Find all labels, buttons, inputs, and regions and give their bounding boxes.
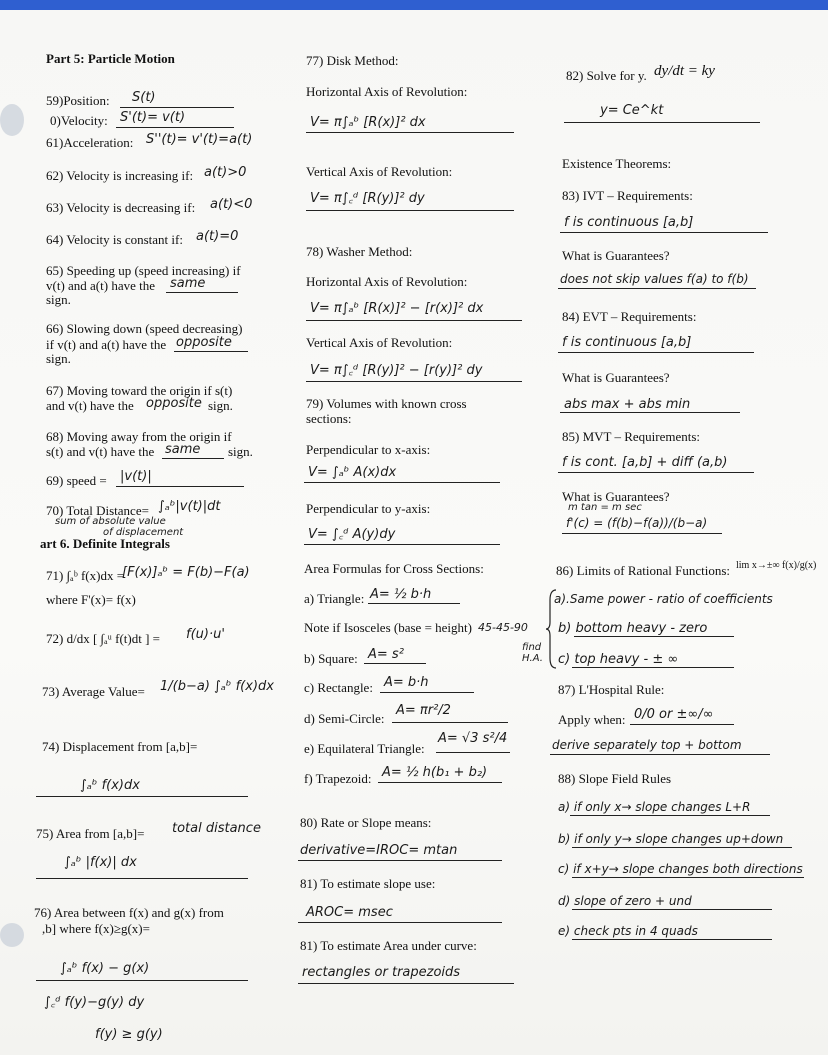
trapezoid-blank [378,782,502,783]
q80-answer: derivative=IROC= mtan [300,843,458,858]
q68-line2: s(t) and v(t) have the [46,444,155,459]
q69-answer: |v(t)| [120,469,152,484]
q85-guar-blank [562,533,722,534]
q81a-answer: AROC= msec [306,905,393,920]
q84-answer: f is continuous [a,b] [562,335,692,350]
q78-h-blank [306,320,522,321]
q61-label: 61)Acceleration: [46,135,134,150]
q59-blank [120,107,234,108]
rectangle-blank [380,692,474,693]
q67-line3: sign. [208,398,233,413]
q88-e: e) check pts in 4 quads [558,924,698,938]
q60-label: 0)Velocity: [50,113,108,128]
perp-y-answer: V= ∫꜀ᵈ A(y)dy [308,527,396,542]
equilateral-answer: A= √3 s²/4 [438,731,508,746]
equilateral-blank [436,752,510,753]
q70-label: 70) Total Distance= [46,503,149,518]
q80-blank [298,860,502,861]
q85-guarantee-answer: f'(c) = (f(b)−f(a))/(b−a) [566,516,708,530]
q75-label: 75) Area from [a,b]= [36,826,145,841]
q83-guar-blank [558,288,756,289]
q62-label: 62) Velocity is increasing if: [46,168,194,183]
q83-answer: f is continuous [a,b] [564,215,694,230]
q77-horizontal-answer: V= π∫ₐᵇ [R(x)]² dx [310,115,426,130]
semicircle-label: d) Semi-Circle: [304,711,385,726]
part5-title: Part 5: Particle Motion [46,51,175,66]
q82-answer: y= Ce^kt [600,103,664,118]
q72-answer: f(u)·u' [186,627,225,642]
top-accent-bar [0,0,828,10]
q79-line1: 79) Volumes with known cross [306,396,467,411]
q78-v-blank [306,381,522,382]
q72-label: 72) d/dx [ ∫ₐᵘ f(t)dt ] = [46,631,161,646]
q75-answer: ∫ₐᵇ |f(x)| dx [64,855,137,870]
q74-blank [36,796,248,797]
isosceles-label: Note if Isosceles (base = height) [304,620,472,635]
q66-blank [174,351,248,352]
perp-x-label: Perpendicular to x-axis: [306,442,431,457]
find-note1: find [522,642,542,653]
q66-line3: sign. [46,351,71,366]
semicircle-blank [392,722,508,723]
q78-horizontal-label: Horizontal Axis of Revolution: [306,274,468,289]
q67-line2: and v(t) have the [46,398,134,413]
q83-guarantee-answer: does not skip values f(a) to f(b) [560,272,749,286]
q63-label: 63) Velocity is decreasing if: [46,200,196,215]
q59-label: 59)Position: [46,93,110,108]
part6-title: art 6. Definite Integrals [40,536,170,551]
q80-label: 80) Rate or Slope means: [300,815,432,830]
q73-label: 73) Average Value= [42,684,145,699]
q81b-label: 81) To estimate Area under curve: [300,938,477,953]
q76-answer1: ∫ₐᵇ f(x) − g(x) [60,961,150,976]
q81b-answer: rectangles or trapezoids [302,965,461,980]
q68-blank [162,458,224,459]
brace-icon [546,588,558,670]
q66-line2: if v(t) and a(t) have the [46,337,167,352]
q85-answer: f is cont. [a,b] + diff (a,b) [562,455,728,470]
q70-answer: ∫ₐᵇ|v(t)|dt [158,499,221,514]
q60-answer: S'(t)= v(t) [120,110,186,125]
q71-answer: [F(x)]ₐᵇ = F(b)−F(a) [122,565,250,580]
q82-blank [564,122,760,123]
q86-c: c) top heavy - ± ∞ [558,652,679,667]
q77-vertical-answer: V= π∫꜀ᵈ [R(y)]² dy [310,191,425,206]
q81a-blank [298,922,502,923]
find-note2: H.A. [522,653,543,664]
q77-h-blank [306,132,514,133]
q88-c: c) if x+y→ slope changes both directions [558,862,803,876]
q79-line2: sections: [306,411,352,426]
q88-b-blank [572,847,792,848]
q81b-blank [298,983,514,984]
q73-answer: 1/(b−a) ∫ₐᵇ f(x)dx [160,679,274,694]
q66-answer: opposite [176,335,232,350]
q77-horizontal-label: Horizontal Axis of Revolution: [306,84,468,99]
q60-blank [116,127,234,128]
q70-note2: of displacement [103,527,184,538]
triangle-blank [368,603,460,604]
q62-answer: a(t)>0 [204,165,247,180]
q77-vertical-label: Vertical Axis of Revolution: [306,164,453,179]
q88-label: 88) Slope Field Rules [558,771,672,786]
q76-line2: ,b] where f(x)≥g(x)= [42,921,150,936]
rectangle-answer: A= b·h [384,675,429,690]
q87-apply-blank [630,724,734,725]
q85-label: 85) MVT – Requirements: [562,429,701,444]
q76-line1: 76) Area between f(x) and g(x) from [34,905,224,920]
q74-label: 74) Displacement from [a,b]= [42,739,198,754]
q77-v-blank [306,210,514,211]
perp-y-blank [304,544,500,545]
q68-line3: sign. [228,444,253,459]
q82-equation: dy/dt = ky [654,63,715,79]
q85-guarantee-label: What is Guarantees? [562,489,670,504]
q64-label: 64) Velocity is constant if: [46,232,183,247]
q78-horizontal-answer: V= π∫ₐᵇ [R(x)]² − [r(x)]² dx [310,301,484,316]
q61-answer: S''(t)= v'(t)=a(t) [146,132,253,147]
q71-where: where F'(x)= f(x) [46,592,136,607]
q71-label: 71) ∫ₐᵇ f(x)dx = [46,568,125,583]
perp-x-answer: V= ∫ₐᵇ A(x)dx [308,465,397,480]
q81a-label: 81) To estimate slope use: [300,876,436,891]
q84-guarantee-label: What is Guarantees? [562,370,670,385]
q65-answer: same [170,276,206,291]
q88-e-blank [572,939,772,940]
q86-limit: lim x→±∞ f(x)/g(x) [736,560,817,571]
q87-answer: derive separately top + bottom [552,738,742,752]
q86-c-blank [572,667,734,668]
q65-line3: sign. [46,292,71,307]
q63-answer: a(t)<0 [210,197,253,212]
q69-label: 69) speed = [46,473,107,488]
isosceles-answer: 45-45-90 [478,621,528,634]
q84-guar-blank [560,412,740,413]
q65-blank [166,292,238,293]
q85-guarantee-note: m tan = m sec [568,502,642,513]
trapezoid-label: f) Trapezoid: [304,771,372,786]
square-blank [364,663,426,664]
q66-line1: 66) Slowing down (speed decreasing) [46,321,243,336]
q83-blank [560,232,768,233]
q74-answer: ∫ₐᵇ f(x)dx [80,778,140,793]
equilateral-label: e) Equilateral Triangle: [304,741,425,756]
q86-a: a).Same power - ratio of coefficients [554,592,773,606]
q76-blank [36,980,248,981]
square-answer: A= s² [368,647,404,662]
q67-line1: 67) Moving toward the origin if s(t) [46,383,233,398]
q68-answer: same [165,442,201,457]
q87-label: 87) L'Hospital Rule: [558,682,665,697]
trapezoid-answer: A= ½ h(b₁ + b₂) [382,765,488,780]
q84-blank [558,352,754,353]
q77-title: 77) Disk Method: [306,53,399,68]
q85-blank [558,472,754,473]
binder-ring-icon [0,100,30,140]
q78-vertical-label: Vertical Axis of Revolution: [306,335,453,350]
existence-theorems-label: Existence Theorems: [562,156,672,171]
q83-label: 83) IVT – Requirements: [562,188,693,203]
q86-b-blank [574,636,734,637]
q65-line2: v(t) and a(t) have the [46,278,156,293]
binder-ring-icon [0,920,30,950]
q88-d: d) slope of zero + und [558,894,692,908]
perp-y-label: Perpendicular to y-axis: [306,501,431,516]
q82-label: 82) Solve for y. [566,68,647,83]
rectangle-label: c) Rectangle: [304,680,373,695]
q86-label: 86) Limits of Rational Functions: [556,563,731,578]
q84-label: 84) EVT – Requirements: [562,309,697,324]
q88-a: a) if only x→ slope changes L+R [558,800,751,814]
square-label: b) Square: [304,651,358,666]
q75-inline: total distance [172,821,261,836]
q88-a-blank [570,815,770,816]
q64-answer: a(t)=0 [196,229,239,244]
q87-blank [550,754,770,755]
q87-apply-answer: 0/0 or ±∞/∞ [634,707,714,722]
triangle-answer: A= ½ b·h [370,587,432,602]
q78-title: 78) Washer Method: [306,244,413,259]
q68-line1: 68) Moving away from the origin if [46,429,232,444]
q76-answer2: ∫꜀ᵈ f(y)−g(y) dy [44,995,145,1010]
perp-x-blank [304,482,500,483]
q87-apply-label: Apply when: [558,712,626,727]
triangle-label: a) Triangle: [304,591,365,606]
area-formulas-label: Area Formulas for Cross Sections: [304,561,484,576]
q88-b: b) if only y→ slope changes up+down [558,832,784,846]
q83-guarantee-label: What is Guarantees? [562,248,670,263]
q86-b: b) bottom heavy - zero [558,621,708,636]
q88-c-blank [572,877,804,878]
q78-vertical-answer: V= π∫꜀ᵈ [R(y)]² − [r(y)]² dy [310,363,483,378]
q69-blank [116,486,244,487]
q88-d-blank [572,909,772,910]
semicircle-answer: A= πr²/2 [396,703,451,718]
q76-answer3: f(y) ≥ g(y) [95,1027,163,1042]
q75-blank [36,878,248,879]
q59-answer: S(t) [132,90,156,105]
q67-answer: opposite [146,396,202,411]
q70-note1: sum of absolute value [55,516,166,527]
q84-guarantee-answer: abs max + abs min [564,397,691,412]
q65-line1: 65) Speeding up (speed increasing) if [46,263,241,278]
